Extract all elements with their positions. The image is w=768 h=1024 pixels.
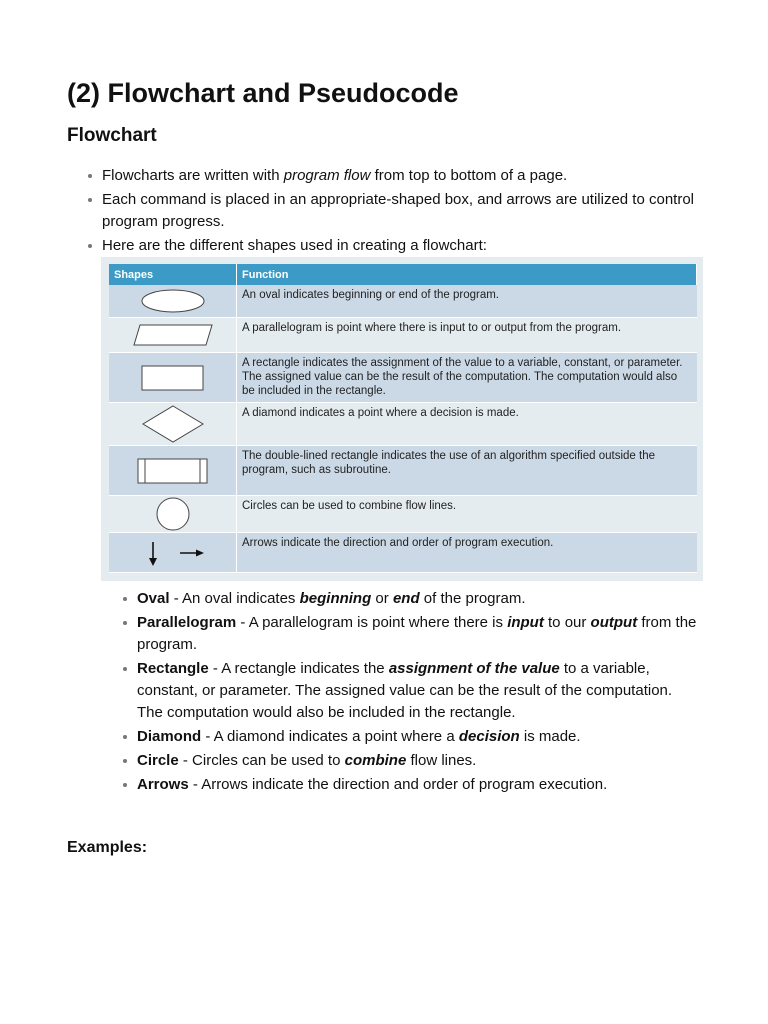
parallelogram-icon <box>131 322 215 348</box>
diamond-icon <box>140 404 206 444</box>
section-title: Flowchart <box>67 125 157 146</box>
shapes-table <box>109 264 697 573</box>
table-header-function: Function <box>237 264 697 285</box>
list-item: Each command is placed in an appropriate-shaped box, and arrows are utilized to control program progress. <box>102 189 702 233</box>
table-row: A diamond indicates a point where a decision is made. <box>109 403 697 446</box>
intro-list <box>102 165 702 259</box>
oval-icon <box>138 287 208 315</box>
table-header-shapes: Shapes <box>109 264 237 285</box>
table-row: Arrows indicate the direction and order of program execution. <box>109 533 697 573</box>
table-row: Circles can be used to combine flow lines. <box>109 496 697 533</box>
double-lined-rectangle-icon <box>136 457 210 485</box>
list-item-arrows: Arrows - Arrows indicate the direction and order of program execution. <box>137 774 697 796</box>
list-item: Here are the different shapes used in creating a flowchart: <box>102 235 702 257</box>
circle-icon <box>155 496 191 532</box>
list-item-parallelogram: Parallelogram - A parallelogram is point where there is input to our output from the program. <box>137 612 697 656</box>
table-row: A rectangle indicates the assignment of the value to a variable, constant, or parameter. The assigned value can be the result of the computation. The computation would also be included in the rectangle. <box>109 353 697 403</box>
list-item: Flowcharts are written with program flow from top to bottom of a page. <box>102 165 702 187</box>
table-row: The double-lined rectangle indicates the use of an algorithm specified outside the program, such as subroutine. <box>109 446 697 496</box>
list-item-diamond: Diamond - A diamond indicates a point where a decision is made. <box>137 726 697 748</box>
rectangle-icon <box>140 364 206 392</box>
shape-details-list <box>137 588 697 798</box>
table-row: An oval indicates beginning or end of the program. <box>109 285 697 318</box>
shapes-table-figure <box>101 257 703 581</box>
list-item-circle: Circle - Circles can be used to combine flow lines. <box>137 750 697 772</box>
list-item-oval: Oval - An oval indicates beginning or end of the program. <box>137 588 697 610</box>
table-row: A parallelogram is point where there is input to or output from the program. <box>109 318 697 353</box>
list-item-rectangle: Rectangle - A rectangle indicates the assignment of the value to a variable, constant, or parameter. The assigned value can be the result of the computation. The computation would also be included in the rectangle. <box>137 658 697 724</box>
arrows-icon <box>138 538 208 568</box>
page-title: (2) Flowchart and Pseudocode <box>67 78 459 108</box>
examples-heading: Examples: <box>67 839 148 856</box>
